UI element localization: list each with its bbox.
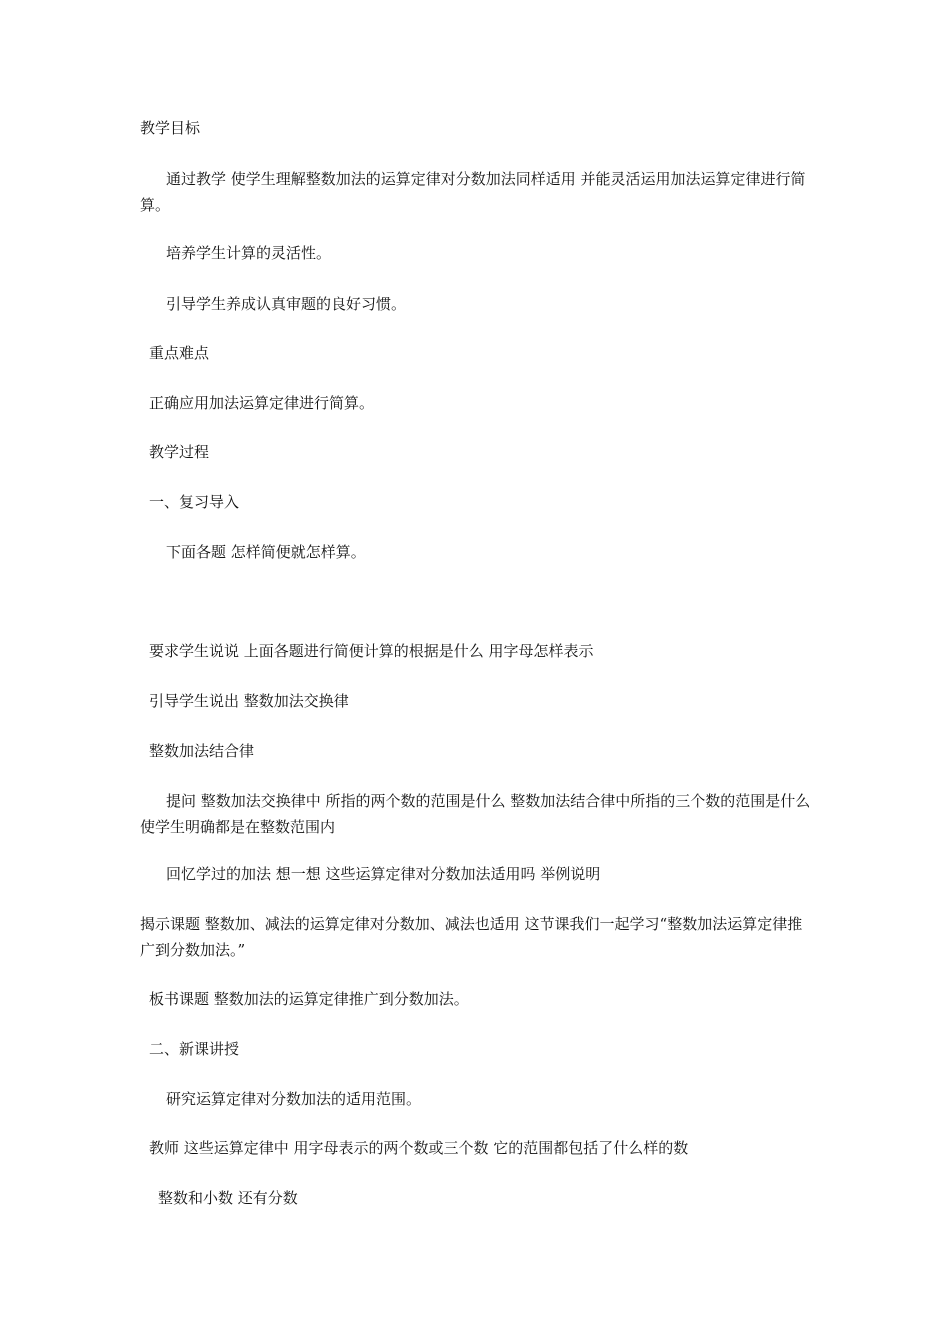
paragraph-board-topic: 板书课题 整数加法的运算定律推广到分数加法。 <box>149 990 469 1008</box>
heading-teaching-goals: 教学目标 <box>140 119 201 137</box>
paragraph-key-point: 正确应用加法运算定律进行简算。 <box>149 394 375 412</box>
paragraph-recall: 回忆学过的加法 想一想 这些运算定律对分数加法适用吗 举例说明 <box>166 865 601 883</box>
heading-teaching-process: 教学过程 <box>149 443 210 461</box>
paragraph-answer: 整数和小数 还有分数 <box>158 1189 298 1207</box>
paragraph-associative-law: 整数加法结合律 <box>149 742 255 760</box>
paragraph-goal-1: 通过教学 使学生理解整数加法的运算定律对分数加法同样适用 并能灵活运用加法运算定律进行简算。 <box>140 170 806 214</box>
paragraph-commutative-law: 引导学生说出 整数加法交换律 <box>149 692 349 710</box>
paragraph-goal-3: 引导学生养成认真审题的良好习惯。 <box>166 295 407 313</box>
paragraph-teacher-question: 教师 这些运算定律中 用字母表示的两个数或三个数 它的范围都包括了什么样的数 <box>149 1139 689 1157</box>
heading-key-points: 重点难点 <box>149 344 210 362</box>
paragraph-study-range: 研究运算定律对分数加法的适用范围。 <box>166 1090 422 1108</box>
heading-section-2: 二、新课讲授 <box>149 1040 240 1058</box>
paragraph-goal-2: 培养学生计算的灵活性。 <box>166 244 332 262</box>
paragraph-reveal-topic: 揭示课题 整数加、减法的运算定律对分数加、减法也适用 这节课我们一起学习“整数加法运算定律推广到分数加法。” <box>140 915 803 959</box>
paragraph-ask-students: 要求学生说说 上面各题进行简便计算的根据是什么 用字母怎样表示 <box>149 642 594 660</box>
paragraph-question: 提问 整数加法交换律中 所指的两个数的范围是什么 整数加法结合律中所指的三个数的范围是什么 使学生明确都是在整数范围内 <box>140 792 811 836</box>
paragraph-review-exercise: 下面各题 怎样简便就怎样算。 <box>166 543 366 561</box>
heading-section-1: 一、复习导入 <box>149 493 240 511</box>
